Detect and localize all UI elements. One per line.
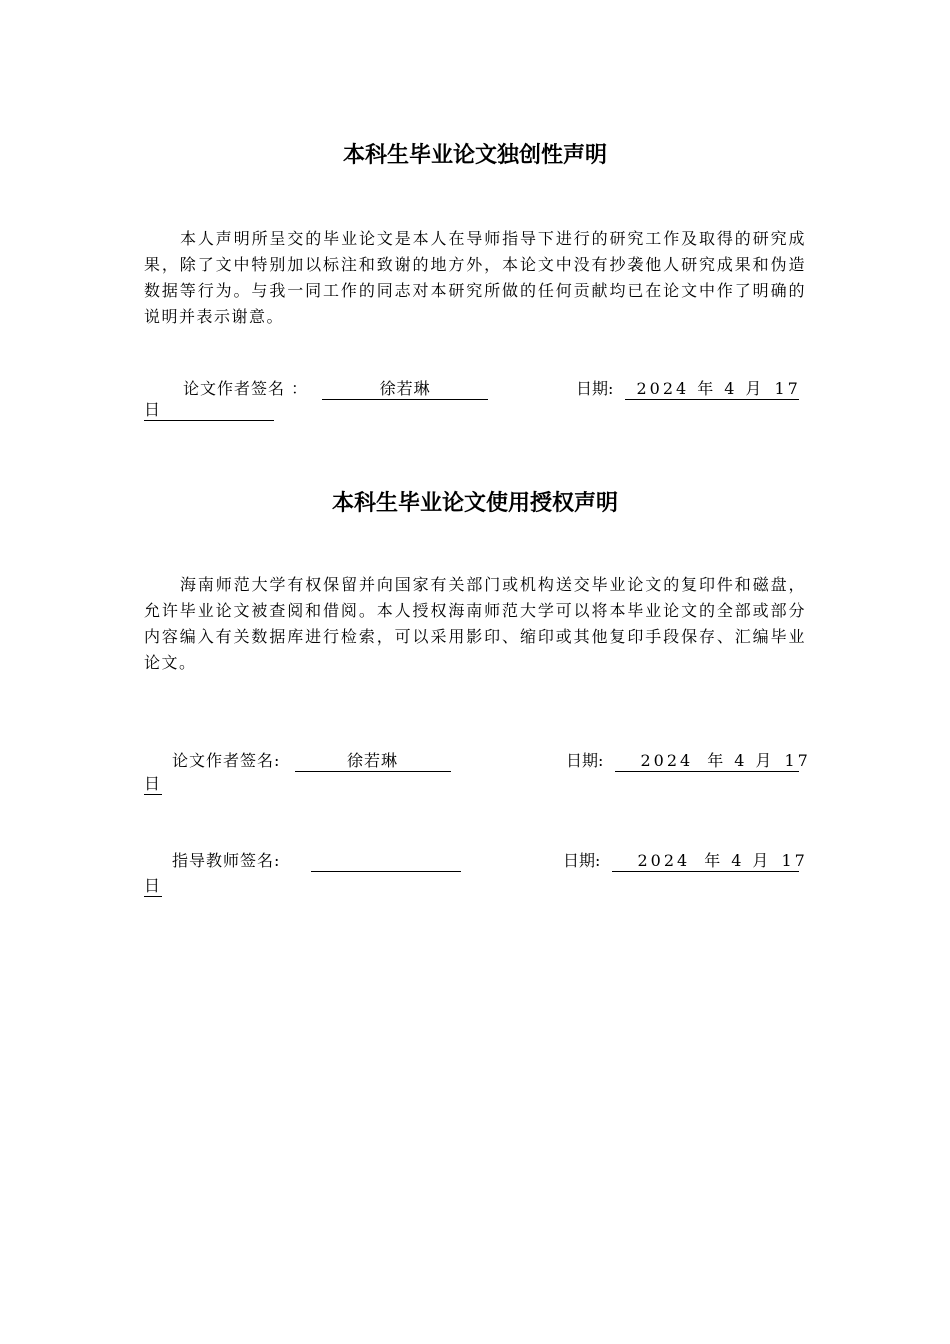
originality-author-line [183,376,488,400]
originality-body: 本人声明所呈交的毕业论文是本人在导师指导下进行的研究工作及取得的研究成果，除了文中特别加以标注和致谢的地方外，本论文中没有抄袭他人研究成果和伪造数据等行为。与我一同工作的同志对本研究所做的任何贡献均已在论文中作了明确的说明并表示谢意。 [144,229,806,326]
date-label: 日期: [576,379,614,398]
advisor-date: 日期: 2024 年 4 月 17 [563,851,808,870]
advisor-signature-label: 指导教师签名: [172,851,281,870]
author-signature-value: 徐若琳 [295,751,451,772]
date-day-unit: 日 [144,876,161,895]
originality-title: 本科生毕业论文独创性声明 [342,143,607,168]
authorization-body: 海南师范大学有权保留并向国家有关部门或机构送交毕业论文的复印件和磁盘，允许毕业论文被查阅和借阅。本人授权海南师范大学可以将本毕业论文的全部或部分内容编入有关数据库进行检索，可以采用影印、缩印或其他复印手段保存、汇编毕业论文。 [144,575,806,672]
author-signature-value: 徐若琳 [322,379,488,400]
advisor-signature-value [311,851,461,872]
date-day-unit: 日 [144,400,274,421]
author-signature-label: 论文作者签名: [172,751,281,770]
originality-date [576,376,799,400]
date-value: 2024 年 4 月 17 [625,379,799,400]
authorization-author-date: 日期: 2024 年 4 月 17 [566,751,811,770]
authorization-author-line [172,748,451,772]
author-signature-label: 论文作者签名 ： [183,379,309,398]
authorization-title: 本科生毕业论文使用授权声明 [331,491,618,516]
date-day-unit: 日 [144,774,161,793]
advisor-signature-line [172,848,461,872]
